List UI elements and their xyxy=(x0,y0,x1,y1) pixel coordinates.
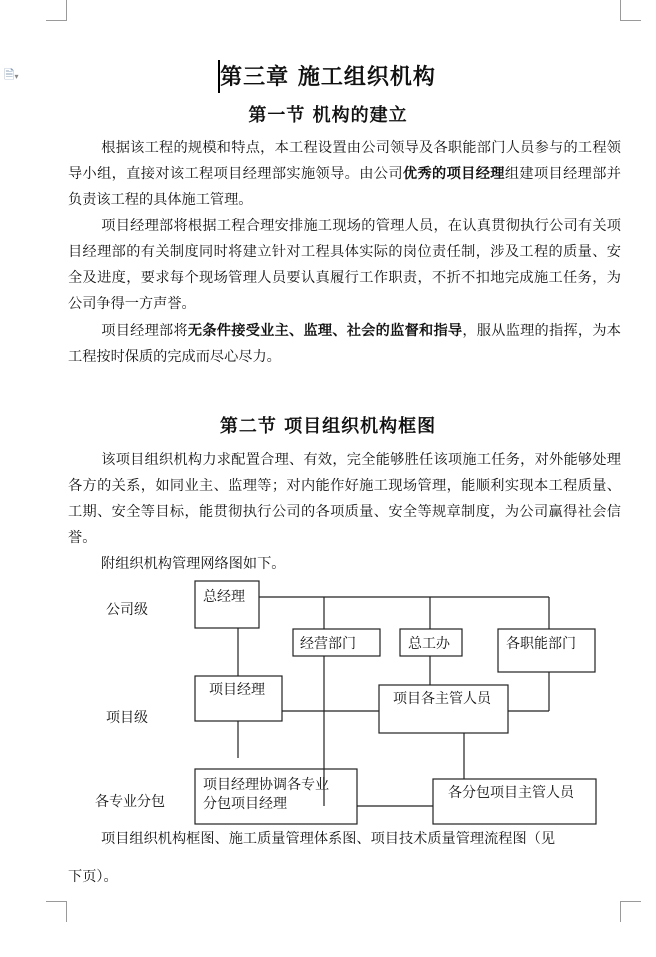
closing-line2: 下页）。 xyxy=(68,869,118,885)
section2-title: 第二节 项目组织机构框图 xyxy=(219,416,437,437)
s1p3-bold: 无条件接受业主、监理、社会的监督和指导 xyxy=(187,323,463,339)
label-pm-coord-line1: 项目经理协调各专业 xyxy=(203,777,329,793)
label-chief-engineer-office: 总工办 xyxy=(408,636,450,652)
label-functional-depts: 各职能部门 xyxy=(506,636,576,652)
label-pm-coord-line2: 分包项目经理 xyxy=(203,796,287,812)
s1p3-text-b: ，服从监理的指挥，为本工程按时保质的完成而尽心尽力。 xyxy=(68,323,621,365)
label-general-manager: 总经理 xyxy=(203,589,245,605)
label-project-manager: 项目经理 xyxy=(209,682,265,698)
s2p1-text: 该项目组织机构力求配置合理、有效，完全能够胜任该项施工任务，对外能够处理各方的关系，如同业主、监理等；对内能作好施工现场管理，能顺利实现本工程质量、工期、安全等目标，能贯彻执行公司的各项质量、安全等规章制度，为公司赢得社会信誉。 xyxy=(68,452,621,546)
label-project-staff: 项目各主管人员 xyxy=(393,691,491,707)
s1p1-text-b: 组建项目经理部并负责该工程的具体施工管理。 xyxy=(68,166,621,208)
closing-line1: 项目组织机构框图、施工质量管理体系图、项目技术质量管理流程图（见 xyxy=(101,831,556,847)
level-subcontract: 各专业分包 xyxy=(95,794,165,810)
s1p2-text: 项目经理部将根据工程合理安排施工现场的管理人员，在认真贯彻执行公司有关项目经理部的有关制度同时将建立针对工程具体实际的岗位责任制，涉及工程的质量、安全及进度，要求每个现场管理人员要认真履行工作职责，不折不扣地完成施工任务，为公司争得一方声誉。 xyxy=(68,218,621,312)
label-business-dept: 经营部门 xyxy=(300,636,356,652)
s1p1-text-a: 根据该工程的规模和特点，本工程设置由公司领导及各职能部门人员参与的工程领导小组，直接对该工程项目经理部实施领导。由公司 xyxy=(68,140,621,182)
s2p2-text: 附组织机构管理网络图如下。 xyxy=(101,556,286,572)
level-project: 项目级 xyxy=(106,710,148,726)
chapter-title: 第三章 施工组织机构 xyxy=(220,64,436,90)
label-sub-managers: 各分包项目主管人员 xyxy=(448,785,574,801)
s1p1-bold: 优秀的项目经理 xyxy=(402,166,505,182)
s1p3-text-a: 项目经理部将 xyxy=(101,323,188,339)
level-company: 公司级 xyxy=(106,602,148,618)
section1-title: 第一节 机构的建立 xyxy=(248,105,408,126)
document-icon[interactable]: 🗎▾ xyxy=(4,68,19,83)
